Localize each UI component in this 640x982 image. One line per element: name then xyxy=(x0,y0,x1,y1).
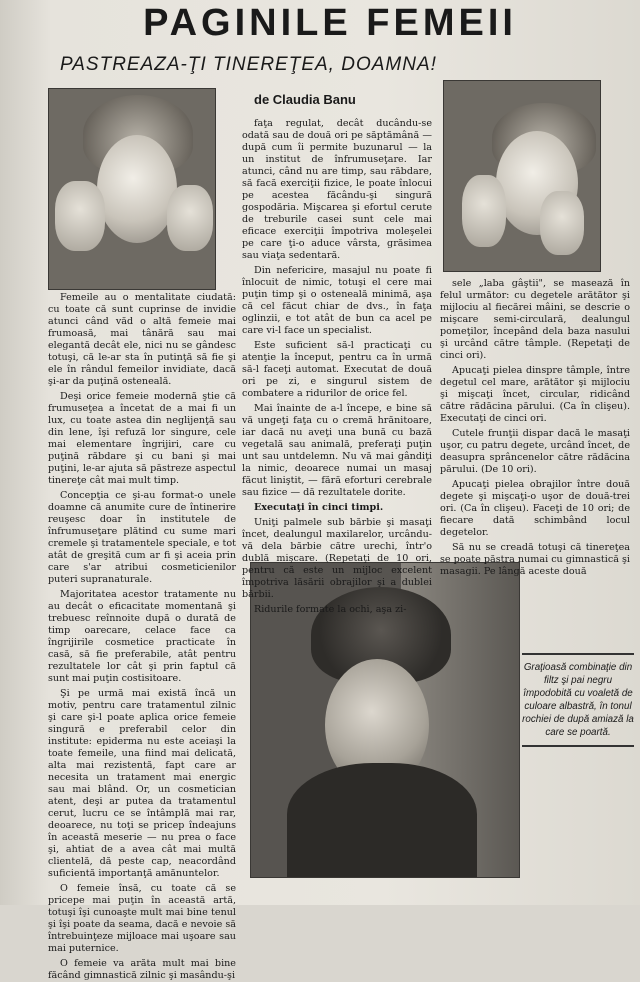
paragraph: Să nu se creadă totuşi că tinereţea se poate păstra numai cu gimnastică şi masagii. Pe lângă aceste două xyxy=(440,542,630,577)
paragraph: O femeie va arăta mult mai bine făcând gimnastică zilnic şi masându-şi xyxy=(48,958,236,981)
column-left xyxy=(48,292,236,981)
photo-caption: Graţioasă combinaţie din filtz şi pai negru împodobită cu voaletă de culoare albastră, în tonul rochiei de după amiază la care se poartă. xyxy=(522,653,634,747)
paragraph: Este suficient să-l practicaţi cu atenţie la început, pentru ca în urmă să-l faceţi automat. Executat de două ori pe zi, e singurul sistem de combatere a ridurilor de orice fel. xyxy=(242,340,432,399)
author-byline: de Claudia Banu xyxy=(254,92,356,107)
paragraph: Ridurile formate la ochi, aşa zi- xyxy=(254,604,407,615)
paragraph: Uniţi palmele sub bărbie şi masaţi încet, dealungul maxilarelor, urcându-vă dela bărbie către urechi, într'o dublă mişcare. (Repetaţi de 10 ori, pentru că este un mijloc excelent împotriva lăsării obrajilor şi a dublei bărbii. xyxy=(242,517,432,600)
section-heading: Executaţi în cinci timpi. xyxy=(254,502,384,513)
paragraph: Femeile au o mentalitate ciudată: cu toate că sunt cuprinse de invidie atunci când văd o altă femeie mai frumoasă, mai tânără sau mai elegantă decât ele, nici nu se gândesc totuşi, că le-ar sta în putinţă să fie şi ele în rândul femeilor invidiate, dacă şi-ar da puţină osteneală. xyxy=(48,292,236,387)
paragraph: O femeie însă, cu toate că se pricepe mai puţin în această artă, totuşi îşi cunoaşte mult mai bine tenul şi îşi poate da seama, dacă e nevoie să întrebuinţeze mijloace mai uşoare sau mai puternice. xyxy=(48,883,236,954)
article-subtitle: PASTREAZA-ŢI TINEREŢEA, DOAMNA! xyxy=(60,54,437,75)
paragraph: Cutele frunţii dispar dacă le masaţi uşor, cu patru degete, urcând încet, de deasupra sprâncenelor către rădăcina părului. (De 10 ori). xyxy=(440,428,630,475)
paragraph: Mai înainte de a-l începe, e bine să vă ungeţi faţa cu o cremă hrănitoare, iar dacă nu aveţi una bună cu bază vegetală sau animală, preferaţi puţin unt sau untdelemn. Nu vă mai gândiţi la nimic, deoarece numai un masaj făcut liniştit, — fără eforturi cerebrale sau fizice — dă rezultatele dorite. xyxy=(242,403,432,498)
paragraph: Şi pe urmă mai există încă un motiv, pentru care tratamentul zilnic şi care şi-l poate aplica orice femeie singură e preferabil celor din institute: epiderma nu este aceiaşi la toate femeile, una fiind mai delicată, alta mai rezistentă, fapt care ar necesita un tratament mai energic sau mai blând. Or, un cosmetician atent, deşi ar putea da tratamentul cerut, lucru ce se întâmplă mai rar, deoarece, nu toţi se pricep îndeajuns în această meserie — nu prea o face şi, ahtiat de a avea cât mai multă clientelă, dă peste cap, neacordând suficientă importanţă amănuntelor. xyxy=(48,688,236,879)
paragraph: Apucaţi pielea obrajilor între două degete şi mişcaţi-o uşor de două-trei ori. (Ca în clişeu). Faceţi de 10 ori; de fiecare dată schimbând locul degetelor. xyxy=(440,479,630,538)
paragraph: faţa regulat, decât ducându-se odată sau de două ori pe săptămână — după cum îi permite buzunarul — la un institut de înfrumuseţare. Iar atunci, când nu are timp, sau răbdare, să facă exerciţii fizice, le poate înlocui pe acestea făcându-şi singură gospodăria. Mişcarea şi efortul cerute de treburile casei sunt cele mai eficace exerciţii împotriva moleşelei pe care ţi-o aduce vârsta, grăsimea sau viaţa sedentară. xyxy=(242,118,432,261)
column-middle xyxy=(242,118,432,615)
paragraph: sele „laba gâştii", se masează în felul următor: cu degetele arătător şi mijlociu al fiecărei mâini, se descrie o mişcare semi-circulară, dealungul pomeţilor, începând dela baza nasului şi urcând către tâmple. (Repetaţi de cinci ori). xyxy=(440,278,630,361)
paragraph: Deşi orice femeie modernă ştie că frumuseţea a încetat de a mai fi un lux, cu toate astea din neglijenţă sau din lene, îşi refuză lor singure, cele mai elementare îngrijiri, care cu puţină răbdare şi cu bani şi mai puţini, le-ar ajuta să păstreze aspectul tinereţe cât mai mult timp. xyxy=(48,391,236,486)
paragraph: Apucaţi pielea dinspre tâmple, între degetul cel mare, arătător şi mijlociu şi mişcaţi încet, circular, ridicând către rădăcina părului. (Ca în clişeu). Executaţi de cinci ori. xyxy=(440,365,630,424)
paragraph: Din nefericire, masajul nu poate fi înlocuit de nimic, totuşi el cere mai puţin timp şi o osteneală minimă, aşa că cel făcut chiar de dvs., în faţa oglinzii, e tot atât de bun ca acel pe care vi-l face un specialist. xyxy=(242,265,432,336)
column-right xyxy=(440,278,630,577)
photo-face-massage-left xyxy=(48,88,216,290)
paragraph: Majoritatea acestor tratamente nu au decât o eficacitate momentană şi trebuesc reînnoite după o durată de timp oarecare, celace face ca îngrijirile cosmetice practicate în casă, să fie preferabile, atât pentru rezultatele lor cât şi prin faptul că sunt mai puţin costisitoare. xyxy=(48,589,236,684)
page-title: PAGINILE FEMEII xyxy=(143,2,517,44)
photo-face-massage-right xyxy=(443,80,601,272)
paragraph: Concepţia ce şi-au format-o unele doamne că anumite cure de întinerire reuşesc doar în institutele de înfrumuseţare plătind cu sume mari cremele şi tratamentele speciale, e tot atât de greşită cum ar fi şi aceia prin care s'ar atribui cosmeticienilor puteri supranaturale. xyxy=(48,490,236,585)
